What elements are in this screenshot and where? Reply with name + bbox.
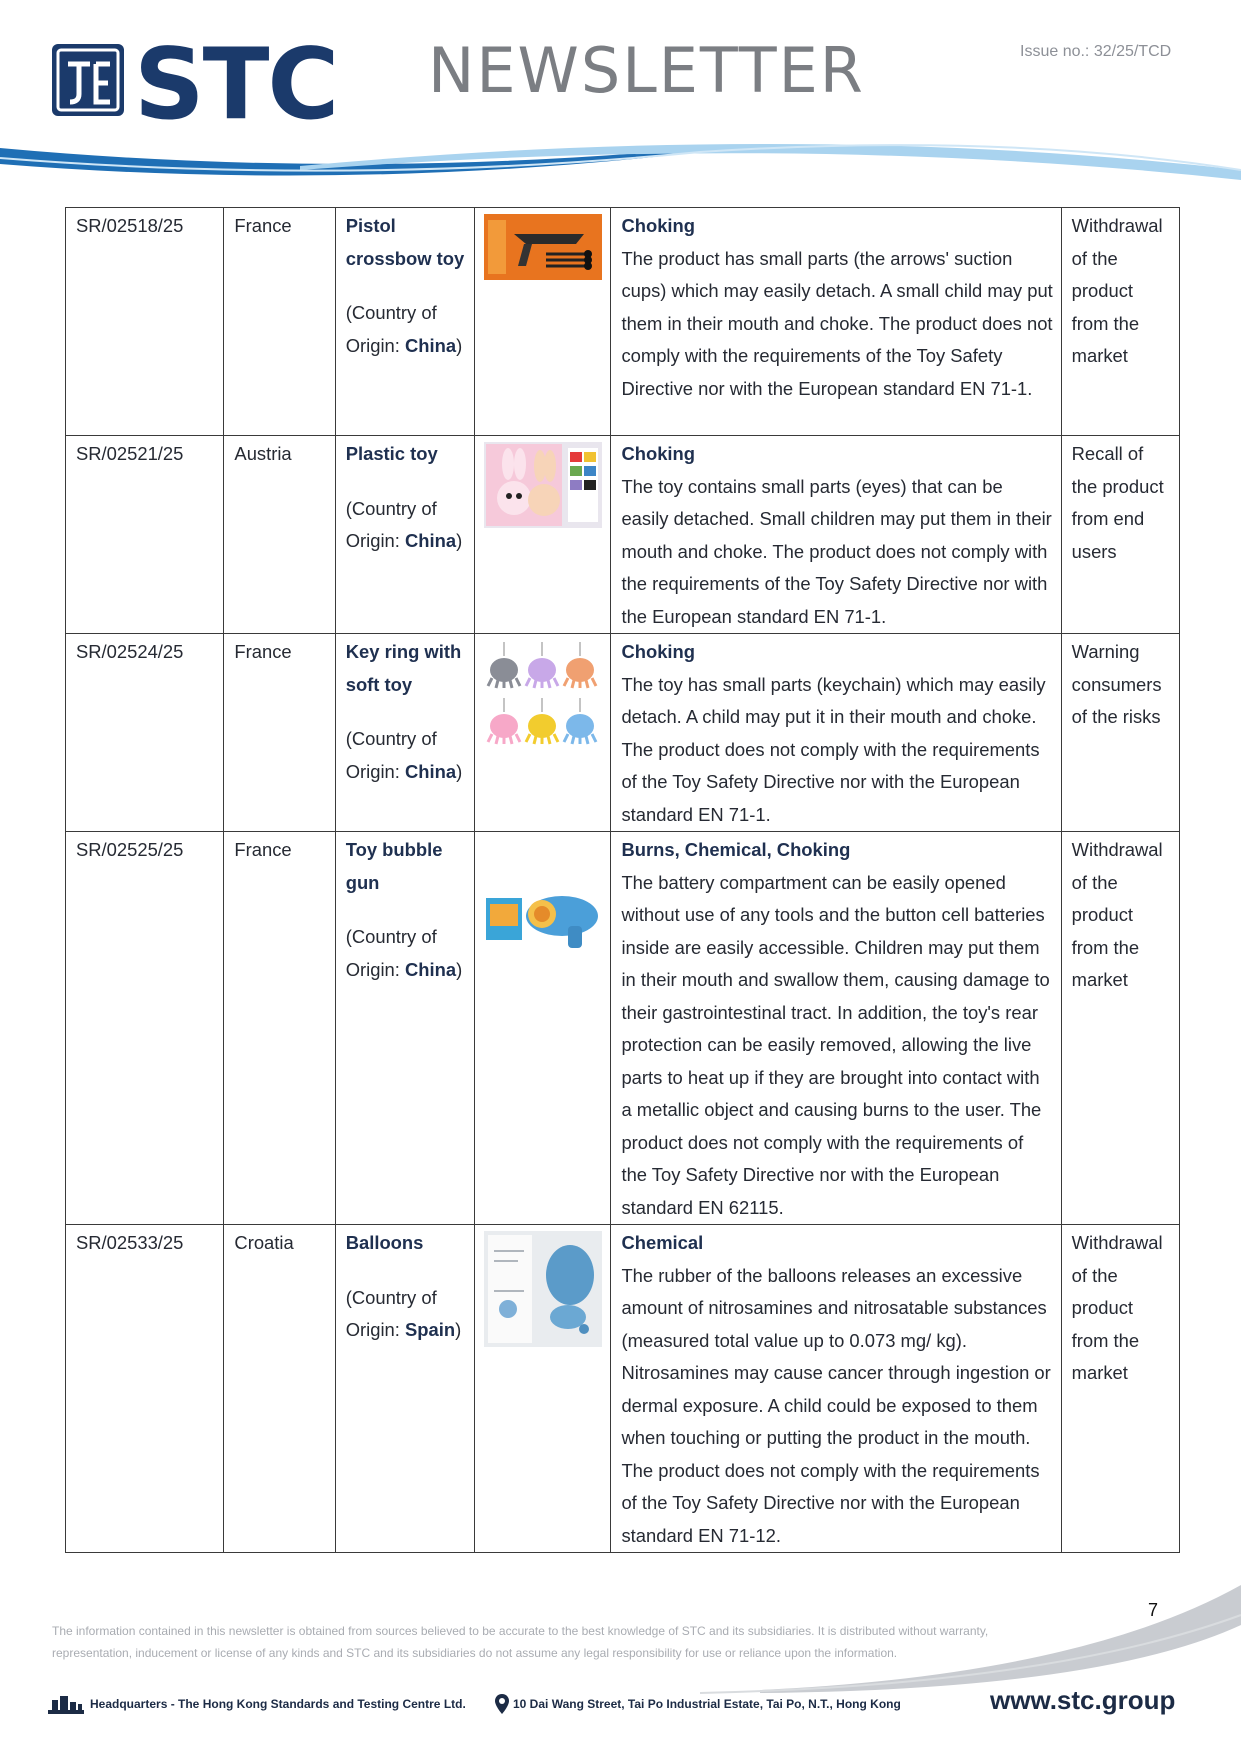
risk-description: The rubber of the balloons releases an excessive amount of nitrosamines and nitrosatable substances (measured total value up to 0.073 mg/ kg). Nitrosamines may cause cancer through ingestion or dermal exposure. A child could be exposed to them when touching or putting the product in the mouth. The product does not comply with the requirements of the Toy Safety Directive nor with the European standard EN 71-12. <box>621 1264 1051 1546</box>
country-cell: Austria <box>224 436 335 634</box>
risk-type: Chemical <box>621 1232 704 1253</box>
risk-description: The product has small parts (the arrows' suction cups) which may easily detach. A small child may put them in their mouth and choke. The product does not comply with the requirements of the Toy Safety Directive nor with the European standard EN 71-1. <box>621 247 1053 399</box>
country-of-origin: (Country of Origin: China) <box>345 728 463 782</box>
measure-cell: Recall of the product from end users <box>1061 436 1179 634</box>
image-cell <box>475 832 611 1225</box>
table-row <box>66 436 1180 634</box>
risk-description-cell <box>611 436 1061 634</box>
risk-description-cell <box>611 634 1061 832</box>
country-of-origin: (Country of Origin: Spain) <box>345 1286 462 1340</box>
bubble-gun-photo-icon <box>484 890 602 950</box>
product-cell <box>335 208 474 436</box>
risk-description: The toy contains small parts (eyes) that can be easily detached. Small children may put them in their mouth and choke. The product does not comply with the requirements of the Toy Safety Directive nor with the European standard EN 71-1. <box>621 475 1052 627</box>
country-cell: Croatia <box>224 1225 335 1553</box>
country-cell: France <box>224 634 335 832</box>
risk-description-cell <box>611 832 1061 1225</box>
disclaimer: The information contained in this newsletter is obtained from sources believed to be accurate to the best knowledge of STC and its subsidiaries. It is distributed without warranty, representation, inducement or license of any kinds and STC and its subsidiaries do not assume any legal responsibility for use or reliance upon the information. <box>52 1624 989 1660</box>
risk-description: The toy has small parts (keychain) which may easily detach. A child may put it in their mouth and choke. The product does not comply with the requirements of the Toy Safety Directive nor with the European standard EN 71-1. <box>621 673 1046 825</box>
header-swoosh <box>0 140 1241 200</box>
measure-cell: Warning consumers of the risks <box>1061 634 1179 832</box>
image-cell <box>475 208 611 436</box>
map-pin-icon <box>495 1694 509 1714</box>
reference-cell: SR/02521/25 <box>66 436 224 634</box>
headquarters <box>48 1694 466 1714</box>
product-name: Key ring with soft toy <box>345 641 462 695</box>
measure-cell: Withdrawal of the product from the market <box>1061 1225 1179 1553</box>
country-of-origin: (Country of Origin: China) <box>345 302 463 356</box>
image-cell <box>475 1225 611 1553</box>
product-cell <box>335 634 474 832</box>
reference-cell: SR/02524/25 <box>66 634 224 832</box>
risk-description-cell <box>611 208 1061 436</box>
image-cell <box>475 634 611 832</box>
address-text: 10 Dai Wang Street, Tai Po Industrial Estate, Tai Po, N.T., Hong Kong <box>513 1697 901 1711</box>
product-name: Balloons <box>345 1232 424 1253</box>
octopus-keyring-photo-icon <box>484 640 602 750</box>
product-name: Pistol crossbow toy <box>345 215 465 269</box>
risk-type: Burns, Chemical, Choking <box>621 839 851 860</box>
headquarters-text: Headquarters - The Hong Kong Standards and Testing Centre Ltd. <box>90 1697 466 1711</box>
stc-logo <box>52 28 352 142</box>
measure-cell: Withdrawal of the product from the market <box>1061 208 1179 436</box>
page-title: NEWSLETTER <box>428 34 865 107</box>
country-cell: France <box>224 832 335 1225</box>
risk-description: The battery compartment can be easily opened without use of any tools and the button cell batteries inside are easily accessible. Children may put them in their mouth and swallow them, causing damage to their gastrointestinal tract. In addition, the toy's rear protection can be easily removed, allowing the live parts to heat up if they are brought into contact with a metallic object and causing burns to the user. The product does not comply with the requirements of the Toy Safety Directive nor with the European standard EN 62115. <box>621 871 1050 1218</box>
risk-description-cell <box>611 1225 1061 1553</box>
bunny-toy-photo-icon <box>484 442 602 528</box>
image-cell <box>475 436 611 634</box>
product-cell <box>335 1225 474 1553</box>
risk-type: Choking <box>621 215 696 236</box>
risk-type: Choking <box>621 443 696 464</box>
measure-cell: Withdrawal of the product from the market <box>1061 832 1179 1225</box>
logo-wordmark: STC <box>134 28 338 142</box>
building-icon <box>48 1694 84 1714</box>
table-row <box>66 634 1180 832</box>
table-row <box>66 208 1180 436</box>
product-cell <box>335 832 474 1225</box>
notification-table <box>65 207 1180 1553</box>
crossbow-toy-photo-icon <box>484 214 602 280</box>
balloons-photo-icon <box>484 1231 602 1347</box>
product-cell <box>335 436 474 634</box>
product-name: Toy bubble gun <box>345 839 443 893</box>
reference-cell: SR/02518/25 <box>66 208 224 436</box>
issue-number: Issue no.: 32/25/TCD <box>1020 43 1172 60</box>
table-row <box>66 1225 1180 1553</box>
reference-cell: SR/02533/25 <box>66 1225 224 1553</box>
country-of-origin: (Country of Origin: China) <box>345 926 463 980</box>
website-link[interactable]: www.stc.group <box>990 1685 1176 1715</box>
risk-type: Choking <box>621 641 696 662</box>
product-name: Plastic toy <box>345 443 438 464</box>
address <box>495 1694 901 1714</box>
table-row <box>66 832 1180 1225</box>
page-number: 7 <box>1148 1600 1159 1620</box>
country-cell: France <box>224 208 335 436</box>
country-of-origin: (Country of Origin: China) <box>345 497 463 551</box>
reference-cell: SR/02525/25 <box>66 832 224 1225</box>
